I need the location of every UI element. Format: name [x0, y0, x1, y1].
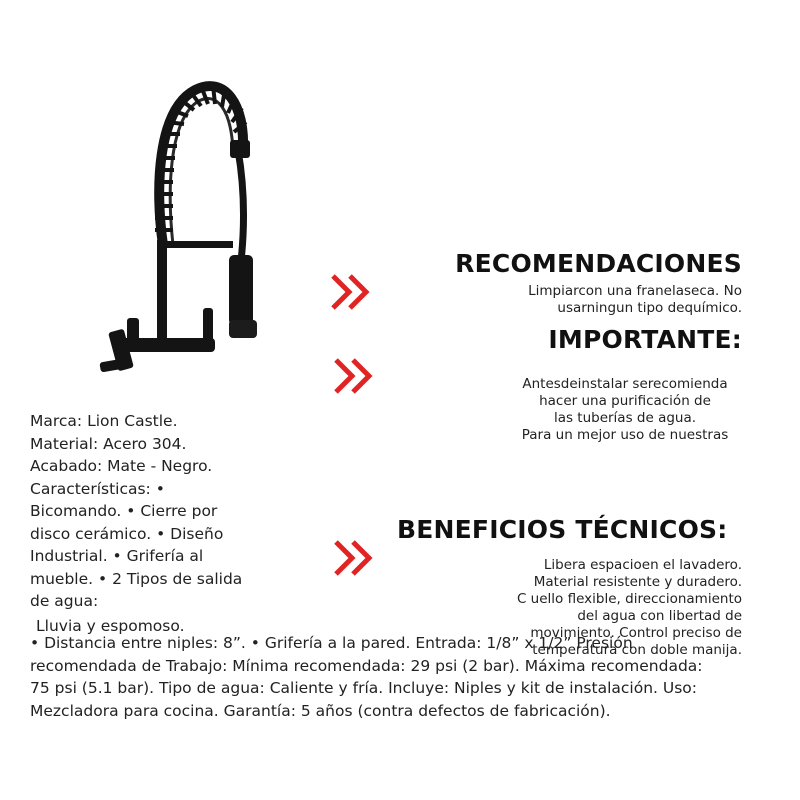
spec-line-full: 75 psi (5.1 bar). Tipo de agua: Caliente y fría. Incluye: Niples y kit de instalación. Uso: — [30, 679, 697, 697]
importante-heading: IMPORTANTE: — [548, 325, 742, 354]
double-chevron-icon — [333, 356, 379, 396]
text-line: del agua con libertad de — [577, 608, 742, 624]
spec-line: de agua: — [30, 592, 99, 610]
text-line: movimiento. Control preciso de — [530, 625, 742, 641]
spec-line-full: recomendada de Trabajo: Mínima recomendada: 29 psi (2 bar). Máxima recomendada: — [30, 657, 703, 675]
spec-line: Lluvia y espomoso. — [36, 616, 185, 635]
spec-line: Marca: Lion Castle. — [30, 412, 178, 430]
double-chevron-icon — [330, 272, 376, 312]
text-line: Para un mejor uso de nuestras — [521, 427, 729, 443]
importante-text — [505, 376, 745, 444]
beneficios-heading: BENEFICIOS TÉCNICOS: — [397, 515, 728, 544]
spec-line: Industrial. • Grifería al — [30, 547, 204, 565]
text-line: Limpiarcon una franelaseca. No — [528, 283, 742, 299]
spec-line: Material: Acero 304. — [30, 434, 187, 453]
spec-line: mueble. • 2 Tipos de salida — [30, 569, 243, 588]
double-chevron-icon — [333, 538, 379, 578]
spec-line: Bicomando. • Cierre por — [30, 502, 218, 520]
text-line: temperatura con doble manija. — [532, 642, 742, 658]
text-line: C uello flexible, direccionamiento — [516, 591, 742, 607]
spec-line: Características: • — [30, 479, 165, 498]
text-line: usarningun tipo dequímico. — [557, 300, 742, 316]
spec-line-full: • Distancia entre niples: 8”. • Grifería a la pared. Entrada: 1/8” x 1/2” Presión — [30, 634, 633, 652]
text-line: las tuberías de agua. — [553, 410, 697, 426]
spec-line: disco cerámico. • Diseño — [30, 524, 224, 543]
spec-line: Acabado: Mate - Negro. — [30, 457, 213, 475]
text-line: Material resistente y duradero. — [533, 574, 742, 590]
text-line: hacer una purificación de — [539, 393, 711, 409]
text-line: Libera espacioen el lavadero. — [543, 557, 742, 573]
recomendaciones-heading: RECOMENDACIONES — [455, 249, 742, 278]
recomendaciones-text — [528, 283, 742, 317]
text-line: Antesdeinstalar serecomienda — [522, 376, 728, 392]
faucet-product-image — [95, 70, 270, 400]
specs-list — [30, 410, 265, 637]
spec-line-full: Mezcladora para cocina. Garantía: 5 años (contra defectos de fabricación). — [30, 702, 611, 720]
